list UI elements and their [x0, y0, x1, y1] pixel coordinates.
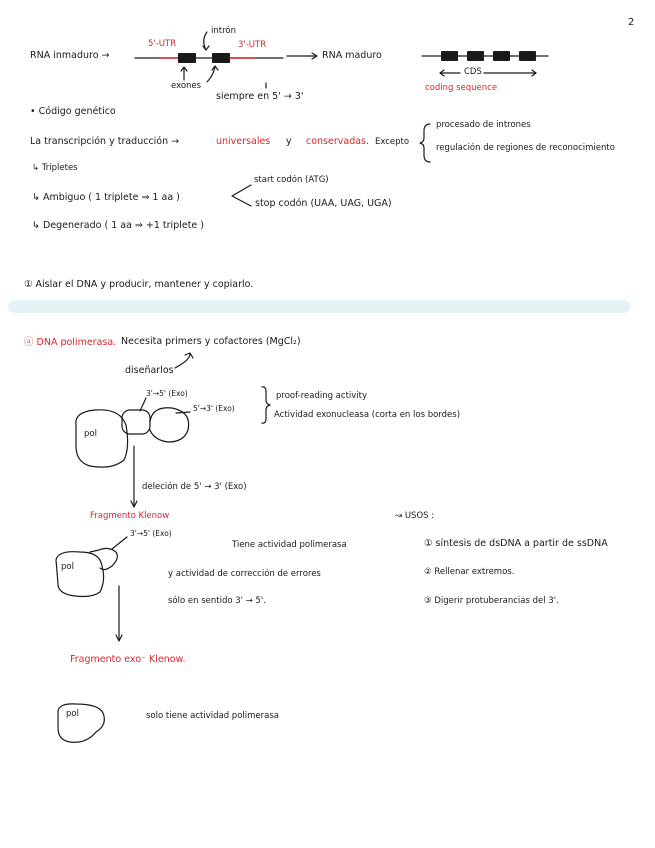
start-codon: start codón (ATG)	[254, 175, 329, 185]
tripletes-text: ↳ Tripletes	[32, 163, 78, 173]
sentido-text: sólo en sentido 3' → 5'.	[168, 596, 266, 606]
delecion-text: deleción de 5' → 3' (Exo)	[142, 482, 247, 492]
codigo-title: • Código genético	[30, 106, 116, 117]
exonucleasa-text: Actividad exonucleasa (corta en los bordes)	[274, 410, 461, 420]
rna-maduro-label: RNA maduro	[322, 50, 382, 61]
correccion-errores-text: y actividad de corrección de errores	[168, 569, 321, 579]
page-number: 2	[628, 17, 635, 28]
cds-label: CDS	[464, 67, 482, 77]
rna-inmaduro-label: RNA inmaduro →	[30, 50, 110, 61]
conservadas-text: conservadas.	[306, 136, 370, 147]
excepcion-intrones: procesado de intrones	[436, 120, 531, 130]
dna-polimerasa-title: ⓐ DNA polimerasa.	[24, 337, 117, 348]
intron-label: intrón	[211, 26, 236, 36]
usos-title: ↝ USOS :	[395, 511, 435, 521]
coding-sequence-label: coding sequence	[425, 83, 498, 93]
pol-label-1: pol	[84, 429, 97, 439]
necesita-text: Necesita primers y cofactores (MgCl₂)	[121, 336, 301, 347]
excepto-text: Excepto	[375, 137, 410, 147]
degenerado-text: ↳ Degenerado ( 1 aa ⇒ +1 triplete )	[32, 220, 205, 231]
exo-3-5-label-2: 3'→5' (Exo)	[130, 529, 172, 538]
uso-1: ① síntesis de dsDNA a partir de ssDNA	[424, 538, 608, 549]
uso-2: ② Rellenar extremos.	[424, 567, 515, 577]
klenow-title: Fragmento Klenow	[90, 511, 170, 521]
y-text: y	[286, 136, 292, 147]
utr5-label: 5'-UTR	[148, 39, 177, 49]
proof-reading-text: proof-reading activity	[276, 391, 368, 401]
aislar-text: ① Aislar el DNA y producir, mantener y copiarlo.	[24, 279, 254, 290]
pol-label-2: pol	[61, 562, 74, 572]
tiene-actividad-text: Tiene actividad polimerasa	[232, 540, 347, 550]
excepcion-regulacion: regulación de regiones de reconocimiento	[436, 143, 615, 153]
siempre-label: siempre en 5' → 3'	[216, 91, 304, 102]
exo-3-5-label: 3'→5' (Exo)	[146, 389, 188, 398]
universales-text: universales	[216, 136, 271, 147]
utr3-label: 3'-UTR	[238, 40, 267, 50]
pol-label-3: pol	[66, 709, 79, 719]
solo-polimerasa-text: solo tiene actividad polimerasa	[146, 711, 279, 721]
transcripcion-text: La transcripción y traducción →	[30, 136, 180, 147]
disenarlos-text: diseñarlos	[125, 365, 174, 376]
exo-5-3-label: 5'→3' (Exo)	[193, 404, 235, 413]
uso-3: ③ Digerir protuberancias del 3'.	[424, 596, 559, 606]
exones-label: exones	[171, 81, 202, 91]
klenow-exo-title: Fragmento exo⁻ Klenow.	[70, 654, 186, 665]
stop-codon: stop codón (UAA, UAG, UGA)	[255, 198, 392, 209]
ambiguo-text: ↳ Ambiguo ( 1 triplete ⇒ 1 aa )	[32, 192, 180, 203]
